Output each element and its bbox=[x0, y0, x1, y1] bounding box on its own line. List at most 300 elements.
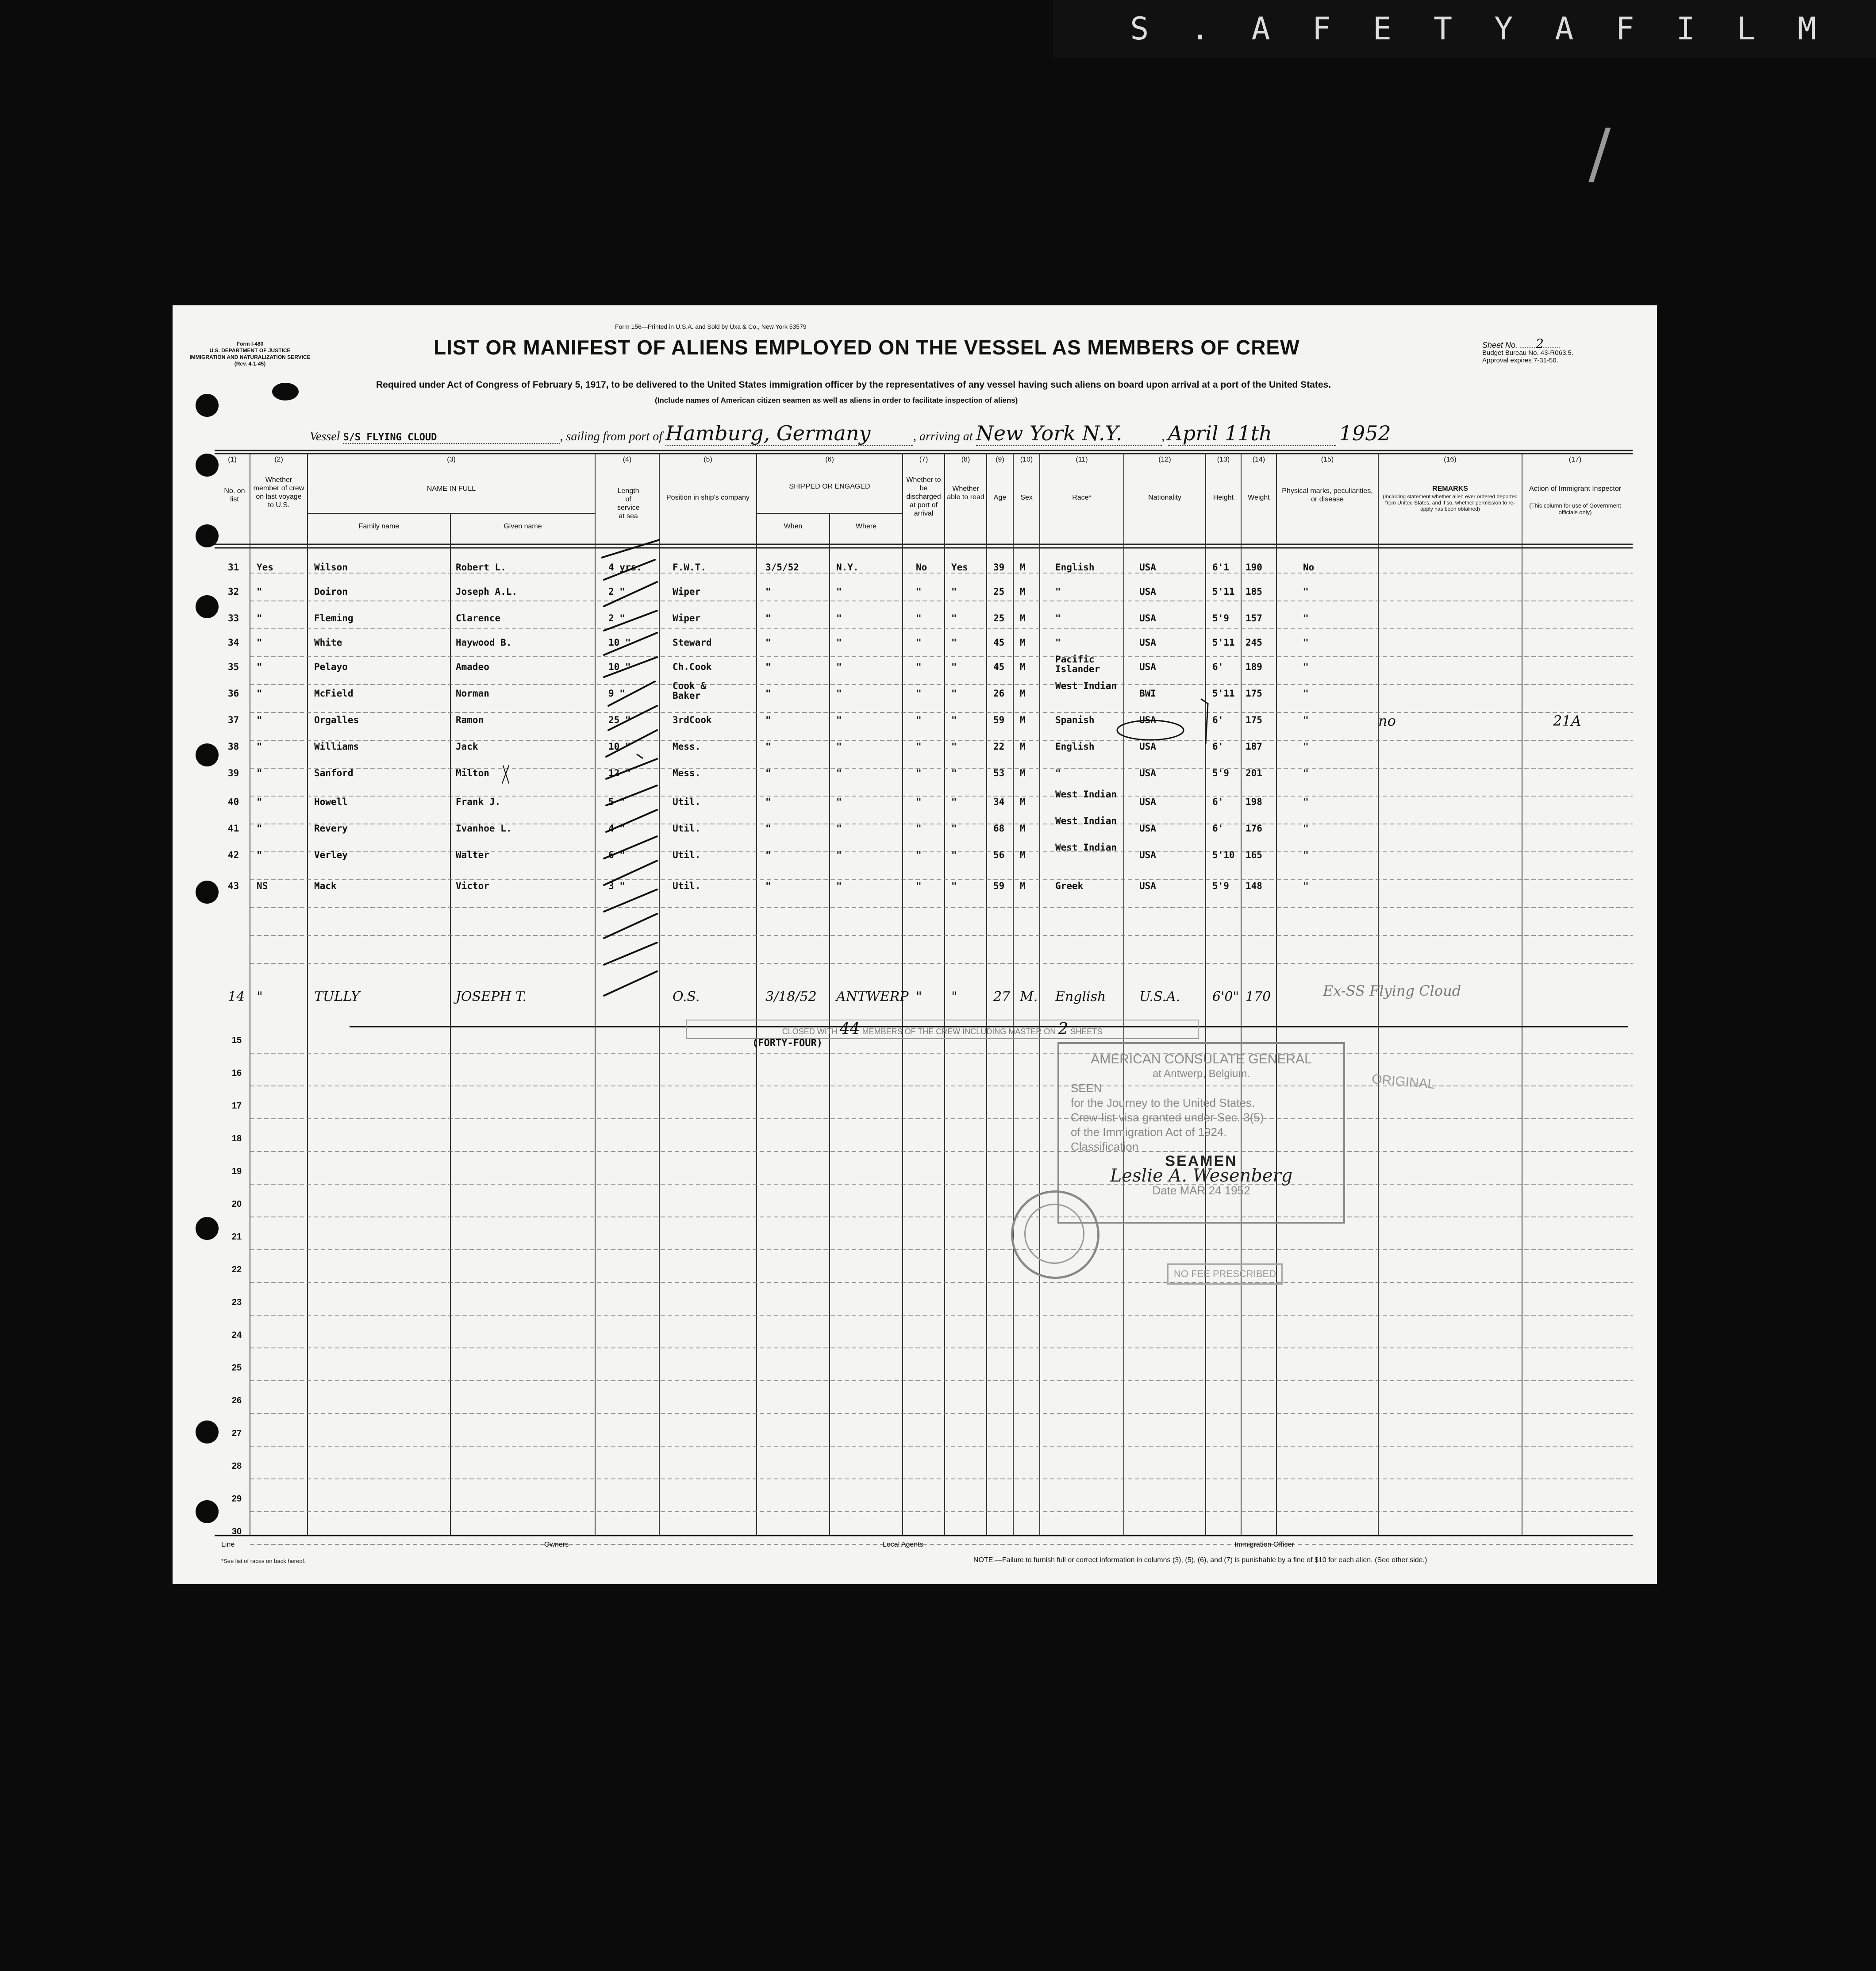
header-last-voyage: Whether member of crew on last voyage to U.S. bbox=[253, 476, 304, 509]
line-number: 22 bbox=[231, 1265, 242, 1274]
line-number: 16 bbox=[231, 1068, 242, 1078]
header-name: NAME IN FULL bbox=[427, 485, 476, 493]
height: 5'11 bbox=[1212, 688, 1235, 699]
given-name: Clarence bbox=[456, 613, 501, 624]
age: 53 bbox=[993, 768, 1005, 778]
position: O.S. bbox=[673, 989, 700, 1005]
shipped-where: " bbox=[836, 741, 842, 752]
row-number: 35 bbox=[228, 662, 239, 672]
header-action-note: (This column for use of Government officials only) bbox=[1529, 502, 1621, 516]
race: " bbox=[1055, 768, 1061, 778]
last-voyage: " bbox=[257, 637, 262, 648]
shipped-where: " bbox=[836, 768, 842, 778]
sheet-number: 2 bbox=[1520, 340, 1560, 348]
last-voyage: " bbox=[257, 613, 262, 624]
service-length: 10 " bbox=[608, 741, 631, 752]
family-name: Orgalles bbox=[314, 715, 359, 725]
shipped-where: " bbox=[836, 850, 842, 860]
height: 6' bbox=[1212, 741, 1224, 752]
weight: 198 bbox=[1246, 797, 1262, 807]
physical-marks: " bbox=[1303, 768, 1309, 778]
height: 6' bbox=[1212, 662, 1224, 672]
sex: M bbox=[1020, 768, 1026, 778]
race: English bbox=[1055, 741, 1095, 752]
sex: M bbox=[1020, 688, 1026, 699]
age: 25 bbox=[993, 586, 1005, 597]
sailing-label: , sailing from port of bbox=[560, 430, 662, 443]
nationality: USA bbox=[1139, 881, 1156, 891]
age: 25 bbox=[993, 613, 1005, 624]
age: 56 bbox=[993, 850, 1005, 860]
header-discharged: Whether to be discharged at port of arrival bbox=[906, 476, 941, 517]
race: English bbox=[1055, 989, 1106, 1005]
stamp-line: at Antwerp, Belgium. bbox=[1152, 1068, 1250, 1080]
arrival-port: New York N.Y. bbox=[976, 421, 1162, 446]
able-to-read: " bbox=[951, 662, 957, 672]
shipped-where: " bbox=[836, 688, 842, 699]
shipped-where: " bbox=[836, 662, 842, 672]
row-number: 36 bbox=[228, 688, 239, 699]
line-number: 21 bbox=[231, 1232, 242, 1242]
sex: M bbox=[1020, 637, 1026, 648]
col-num: (1) bbox=[228, 456, 237, 463]
race: West Indian bbox=[1055, 816, 1117, 826]
last-voyage: " bbox=[257, 688, 262, 699]
header-race: Race* bbox=[1072, 494, 1092, 501]
col-num: (14) bbox=[1252, 456, 1265, 463]
shipped-when: " bbox=[765, 850, 771, 860]
family-name: Sanford bbox=[314, 768, 354, 778]
arriving-label: , arriving at bbox=[913, 430, 973, 443]
shipped-where: " bbox=[836, 881, 842, 891]
last-voyage: " bbox=[257, 662, 262, 672]
sex: M bbox=[1020, 881, 1026, 891]
row-number: 43 bbox=[228, 881, 239, 891]
footer-officer: Immigration Officer bbox=[1234, 1541, 1294, 1548]
height: 5'10 bbox=[1212, 850, 1235, 860]
position: 3rdCook bbox=[673, 715, 712, 725]
physical-marks: " bbox=[1303, 688, 1309, 699]
line-number: 15 bbox=[231, 1036, 242, 1045]
row-number: 14 bbox=[228, 989, 245, 1005]
position: F.W.T. bbox=[673, 562, 706, 573]
stamp-line: of the Immigration Act of 1924. bbox=[1071, 1125, 1227, 1139]
col-num: (10) bbox=[1020, 456, 1033, 463]
consular-seal-inner bbox=[1024, 1204, 1084, 1264]
footer-races: *See list of races on back hereof. bbox=[221, 1558, 306, 1564]
line-number: 27 bbox=[231, 1428, 242, 1438]
col-num: (16) bbox=[1444, 456, 1457, 463]
crew-count: 44 bbox=[839, 1020, 860, 1038]
line-number: 30 bbox=[231, 1527, 242, 1536]
stamp-line: AMERICAN CONSULATE GENERAL bbox=[1091, 1052, 1312, 1066]
service-length: 3 " bbox=[608, 881, 625, 891]
discharged: " bbox=[916, 741, 922, 752]
weight: 148 bbox=[1246, 881, 1262, 891]
row-number: 39 bbox=[228, 768, 239, 778]
shipped-when: 3/18/52 bbox=[765, 989, 817, 1005]
able-to-read: " bbox=[951, 586, 957, 597]
header-remarks: REMARKS bbox=[1432, 485, 1468, 493]
able-to-read: " bbox=[951, 637, 957, 648]
col-num: (12) bbox=[1158, 456, 1171, 463]
position: Mess. bbox=[673, 741, 701, 752]
discharged: " bbox=[916, 715, 922, 725]
handwritten-action: 21A bbox=[1553, 712, 1581, 729]
weight: 189 bbox=[1246, 662, 1262, 672]
line-number: 25 bbox=[231, 1363, 242, 1373]
able-to-read: " bbox=[951, 613, 957, 624]
shipped-when: " bbox=[765, 613, 771, 624]
last-voyage: " bbox=[257, 797, 262, 807]
header-height: Height bbox=[1213, 494, 1234, 501]
physical-marks: " bbox=[1303, 741, 1309, 752]
row-number: 40 bbox=[228, 797, 239, 807]
revision: (Rev. 4-1-45) bbox=[234, 361, 266, 367]
nationality: USA bbox=[1139, 637, 1156, 648]
discharged: " bbox=[916, 688, 922, 699]
sheet-label: Sheet No. bbox=[1482, 341, 1518, 350]
position: Ch.Cook bbox=[673, 662, 712, 672]
row-number: 31 bbox=[228, 562, 239, 573]
header-service: Length of service at sea bbox=[617, 487, 640, 520]
consul-signature: Leslie A. Wesenberg bbox=[1110, 1166, 1293, 1186]
weight: 185 bbox=[1246, 586, 1262, 597]
physical-marks: " bbox=[1303, 850, 1309, 860]
nationality: USA bbox=[1139, 613, 1156, 624]
position: Mess. bbox=[673, 768, 701, 778]
nationality: USA bbox=[1139, 823, 1156, 834]
service-length: 9 " bbox=[608, 688, 625, 699]
given-name: Norman bbox=[456, 688, 489, 699]
row-number: 41 bbox=[228, 823, 239, 834]
race: " bbox=[1055, 637, 1061, 648]
original-stamp: ORIGINAL bbox=[1371, 1071, 1436, 1092]
row-number: 42 bbox=[228, 850, 239, 860]
height: 5'9 bbox=[1212, 768, 1229, 778]
discharged: " bbox=[916, 637, 922, 648]
line-number: 28 bbox=[231, 1461, 242, 1471]
age: 59 bbox=[993, 881, 1005, 891]
given-name: Haywood B. bbox=[456, 637, 512, 648]
line-number: 23 bbox=[231, 1297, 242, 1307]
header-when: When bbox=[784, 523, 803, 530]
given-name: JOSEPH T. bbox=[456, 989, 527, 1005]
shipped-when: " bbox=[765, 586, 771, 597]
family-name: TULLY bbox=[314, 989, 360, 1005]
position: Wiper bbox=[673, 586, 701, 597]
header-action: Action of Immigrant Inspector bbox=[1529, 485, 1622, 493]
shipped-when: " bbox=[765, 741, 771, 752]
last-voyage: " bbox=[257, 715, 262, 725]
family-name: Mack bbox=[314, 881, 337, 891]
nationality: USA bbox=[1139, 586, 1156, 597]
row-number: 38 bbox=[228, 741, 239, 752]
header-position: Position in ship's company bbox=[666, 494, 750, 501]
shipped-when: " bbox=[765, 637, 771, 648]
given-name: Walter bbox=[456, 850, 489, 860]
last-voyage: NS bbox=[257, 881, 268, 891]
line-number: 29 bbox=[231, 1494, 242, 1504]
race: " bbox=[1055, 613, 1061, 624]
header-age: Age bbox=[993, 494, 1007, 501]
height: 6'0" bbox=[1212, 989, 1239, 1005]
header-sex: Sex bbox=[1020, 494, 1033, 501]
shipped-where: " bbox=[836, 637, 842, 648]
age: 68 bbox=[993, 823, 1005, 834]
family-name: McField bbox=[314, 688, 354, 699]
row-number: 33 bbox=[228, 613, 239, 624]
shipped-when: " bbox=[765, 768, 771, 778]
given-name: Milton bbox=[456, 768, 489, 778]
vessel-name: S/S FLYING CLOUD bbox=[343, 432, 560, 444]
sex: M bbox=[1020, 823, 1026, 834]
footer-line: Line bbox=[221, 1541, 235, 1548]
able-to-read: " bbox=[951, 797, 957, 807]
height: 5'9 bbox=[1212, 881, 1229, 891]
height: 5'11 bbox=[1212, 586, 1235, 597]
shipped-where: ANTWERP bbox=[836, 989, 909, 1005]
weight: 245 bbox=[1246, 637, 1262, 648]
last-voyage: Yes bbox=[257, 562, 273, 573]
col-num: (7) bbox=[919, 456, 928, 463]
shipped-where: " bbox=[836, 823, 842, 834]
able-to-read: " bbox=[951, 715, 957, 725]
shipped-when: 3/5/52 bbox=[765, 562, 799, 573]
form-number: Form I-480 bbox=[236, 341, 264, 347]
height: 5'9 bbox=[1212, 613, 1229, 624]
closed-mid: MEMBERS OF THE CREW INCLUDING MASTER ON bbox=[862, 1027, 1056, 1036]
age: 59 bbox=[993, 715, 1005, 725]
able-to-read: " bbox=[951, 850, 957, 860]
height: 6' bbox=[1212, 823, 1224, 834]
last-voyage: " bbox=[257, 850, 262, 860]
family-name: Verley bbox=[314, 850, 348, 860]
sex: M bbox=[1020, 562, 1026, 573]
shipped-when: " bbox=[765, 823, 771, 834]
physical-marks: " bbox=[1303, 881, 1309, 891]
weight: 170 bbox=[1246, 989, 1271, 1005]
physical-marks: " bbox=[1303, 662, 1309, 672]
physical-marks: " bbox=[1303, 797, 1309, 807]
given-name: Ramon bbox=[456, 715, 484, 725]
col-num: (15) bbox=[1321, 456, 1334, 463]
nationality: USA bbox=[1139, 562, 1156, 573]
height: 6' bbox=[1212, 797, 1224, 807]
header-given: Given name bbox=[504, 523, 542, 530]
required-notice: Required under Act of Congress of February 5, 1917, to be delivered to the United States immigration officer by the representatives of any vessel having such aliens on board upon arrival at a port of the United States. bbox=[376, 380, 1331, 390]
family-name: Revery bbox=[314, 823, 348, 834]
header-remarks-note: (Including statement whether alien ever ordered deported from United States, and if so, whether permission to re-apply has been obtained) bbox=[1383, 493, 1518, 512]
given-name: Jack bbox=[456, 741, 478, 752]
weight: 190 bbox=[1246, 562, 1262, 573]
shipped-when: " bbox=[765, 797, 771, 807]
shipped-when: " bbox=[765, 715, 771, 725]
service-length: 5 " bbox=[608, 797, 625, 807]
discharged: " bbox=[916, 768, 922, 778]
last-voyage: " bbox=[257, 741, 262, 752]
header-marks: Physical marks, peculiarities, or disease bbox=[1282, 487, 1373, 503]
discharged: " bbox=[916, 662, 922, 672]
col-num: (6) bbox=[825, 456, 834, 463]
service-length: 25 " bbox=[608, 715, 631, 725]
col-num: (3) bbox=[447, 456, 456, 463]
height: 5'11 bbox=[1212, 637, 1235, 648]
line-number: 17 bbox=[231, 1101, 242, 1111]
discharged: " bbox=[916, 797, 922, 807]
col-num: (9) bbox=[996, 456, 1004, 463]
shipped-where: " bbox=[836, 715, 842, 725]
nationality: BWI bbox=[1139, 688, 1156, 699]
race: West Indian bbox=[1055, 789, 1117, 800]
discharged: " bbox=[916, 850, 922, 860]
stamp-line: for the Journey to the United States. bbox=[1071, 1096, 1255, 1109]
sex: M bbox=[1020, 741, 1026, 752]
arrival-year: 1952 bbox=[1339, 421, 1391, 445]
stamp-date: Date MAR 24 1952 bbox=[1152, 1184, 1250, 1197]
race: West Indian bbox=[1055, 681, 1117, 691]
col-num: (2) bbox=[274, 456, 283, 463]
sex: M bbox=[1020, 797, 1026, 807]
physical-marks: " bbox=[1303, 586, 1309, 597]
consulate-stamp bbox=[1057, 1042, 1345, 1224]
weight: 176 bbox=[1246, 823, 1262, 834]
film-edge-label: S.AFETYAFILM bbox=[1053, 0, 1876, 58]
shipped-when: " bbox=[765, 688, 771, 699]
position: Util. bbox=[673, 797, 701, 807]
able-to-read: Yes bbox=[951, 562, 968, 573]
service-length: 4 yrs. bbox=[608, 562, 642, 573]
header-read: Whether able to read bbox=[947, 485, 984, 501]
family-name: White bbox=[314, 637, 342, 648]
shipped-where: " bbox=[836, 797, 842, 807]
vessel-line: Vessel S/S FLYING CLOUD , sailing from port of Hamburg, Germany , arriving at New York N.Y. , April 11th 1952 bbox=[310, 421, 1391, 445]
closed-with-stamp bbox=[686, 1020, 1199, 1039]
line-number: 24 bbox=[231, 1330, 242, 1340]
manifest-sheet bbox=[173, 305, 1657, 1584]
row-number: 34 bbox=[228, 637, 239, 648]
line-number: 19 bbox=[231, 1166, 242, 1176]
line-number: 18 bbox=[231, 1134, 242, 1143]
footer-agents: Local Agents bbox=[883, 1541, 923, 1548]
row-number: 37 bbox=[228, 715, 239, 725]
stamp-line: SEEN bbox=[1071, 1082, 1102, 1095]
service-length: 4 " bbox=[608, 823, 625, 834]
discharged: " bbox=[916, 989, 922, 1005]
shipped-when: " bbox=[765, 881, 771, 891]
given-name: Robert L. bbox=[456, 562, 506, 573]
footer-owners: Owners bbox=[544, 1541, 569, 1548]
position: Steward bbox=[673, 637, 712, 648]
nationality: USA bbox=[1139, 797, 1156, 807]
col-num: (13) bbox=[1217, 456, 1230, 463]
physical-marks: " bbox=[1303, 715, 1309, 725]
race: Greek bbox=[1055, 881, 1084, 891]
physical-marks: " bbox=[1303, 613, 1309, 624]
service-length: 2 " bbox=[608, 586, 625, 597]
family-name: Pelayo bbox=[314, 662, 348, 672]
weight: 187 bbox=[1246, 741, 1262, 752]
stamp-line: Crew-list visa granted under Sec. 3(5) bbox=[1071, 1111, 1264, 1124]
age: 39 bbox=[993, 562, 1005, 573]
nationality: USA bbox=[1139, 850, 1156, 860]
stamp-line: Classification bbox=[1071, 1140, 1139, 1153]
handwritten-ex-vessel: Ex-SS Flying Cloud bbox=[1323, 982, 1461, 999]
col-num: (11) bbox=[1076, 456, 1088, 463]
discharged: " bbox=[916, 881, 922, 891]
sheet-count: 2 bbox=[1058, 1020, 1069, 1038]
sex: M bbox=[1020, 850, 1026, 860]
sex: M bbox=[1020, 715, 1026, 725]
discharged: " bbox=[916, 613, 922, 624]
family-name: Howell bbox=[314, 797, 348, 807]
approval-expires: Approval expires 7-31-50. bbox=[1482, 357, 1558, 364]
departure-port: Hamburg, Germany bbox=[665, 421, 913, 446]
position: Cook & Baker bbox=[673, 681, 706, 701]
weight: 175 bbox=[1246, 715, 1262, 725]
service-length: 12 " bbox=[608, 768, 631, 778]
service-length: 6 " bbox=[608, 850, 625, 860]
header-weight: Weight bbox=[1248, 494, 1270, 501]
row-number: 32 bbox=[228, 586, 239, 597]
able-to-read: " bbox=[951, 989, 957, 1005]
height: 6'1 bbox=[1212, 562, 1229, 573]
physical-marks: " bbox=[1303, 637, 1309, 648]
given-name: Joseph A.L. bbox=[456, 586, 518, 597]
weight: 165 bbox=[1246, 850, 1262, 860]
family-name: Williams bbox=[314, 741, 359, 752]
col-num: (17) bbox=[1568, 456, 1582, 463]
last-voyage: " bbox=[257, 823, 262, 834]
family-name: Fleming bbox=[314, 613, 354, 624]
discharged: No bbox=[916, 562, 927, 573]
no-fee-stamp: NO FEE PRESCRIBED bbox=[1167, 1263, 1283, 1285]
race: Pacific Islander bbox=[1055, 654, 1100, 674]
service-length: 2 " bbox=[608, 613, 625, 624]
able-to-read: " bbox=[951, 823, 957, 834]
col-num: (8) bbox=[961, 456, 970, 463]
header-nationality: Nationality bbox=[1148, 494, 1181, 501]
col-num: (5) bbox=[704, 456, 712, 463]
service: IMMIGRATION AND NATURALIZATION SERVICE bbox=[189, 354, 311, 360]
position: Wiper bbox=[673, 613, 701, 624]
race: " bbox=[1055, 586, 1061, 597]
nationality: USA bbox=[1139, 741, 1156, 752]
able-to-read: " bbox=[951, 881, 957, 891]
header-family: Family name bbox=[358, 523, 400, 530]
weight: 201 bbox=[1246, 768, 1262, 778]
vessel-label: Vessel bbox=[310, 430, 340, 443]
nationality: USA bbox=[1139, 715, 1156, 725]
race: English bbox=[1055, 562, 1095, 573]
col-num: (4) bbox=[623, 456, 632, 463]
given-name: Amadeo bbox=[456, 662, 489, 672]
discharged: " bbox=[916, 823, 922, 834]
sex: M bbox=[1020, 662, 1026, 672]
age: 27 bbox=[993, 989, 1011, 1005]
physical-marks: No bbox=[1303, 562, 1315, 573]
position: Util. bbox=[673, 823, 701, 834]
position: Util. bbox=[673, 850, 701, 860]
page-title: LIST OR MANIFEST OF ALIENS EMPLOYED ON THE VESSEL AS MEMBERS OF CREW bbox=[434, 336, 1300, 359]
able-to-read: " bbox=[951, 768, 957, 778]
department: U.S. DEPARTMENT OF JUSTICE bbox=[209, 347, 291, 354]
shipped-where: " bbox=[836, 613, 842, 624]
header-where: Where bbox=[855, 523, 877, 530]
crew-count-words: (FORTY-FOUR) bbox=[752, 1038, 823, 1049]
given-name: Frank J. bbox=[456, 797, 501, 807]
line-number: 26 bbox=[231, 1396, 242, 1405]
